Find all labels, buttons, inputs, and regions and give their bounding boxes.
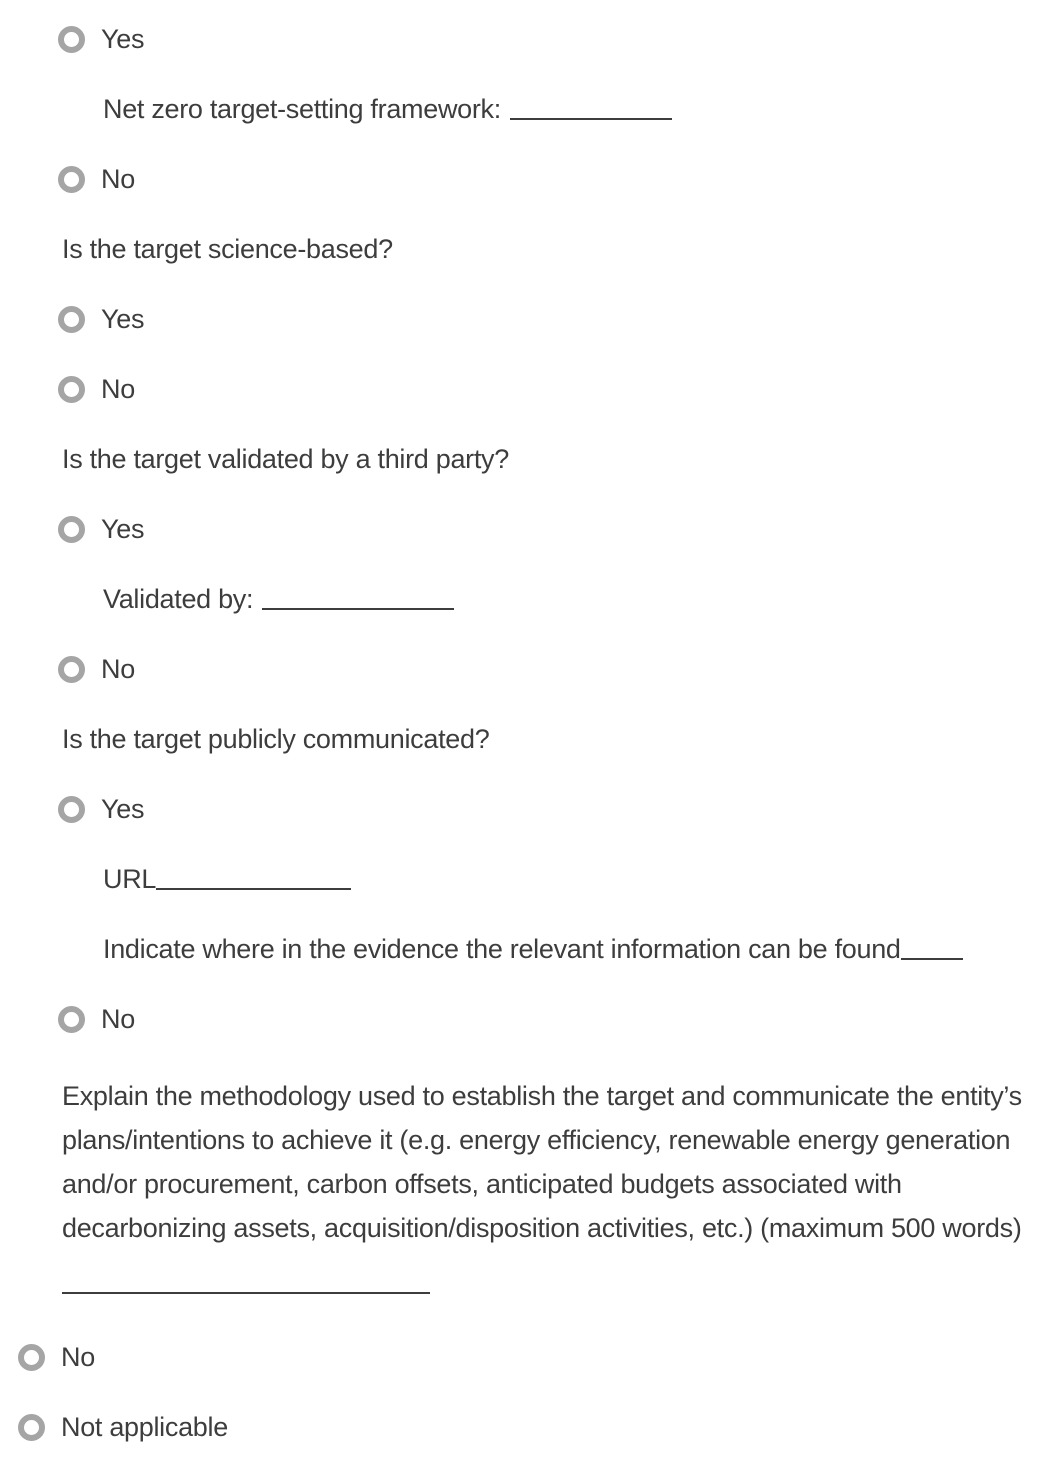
third-party-no-label: No	[101, 654, 135, 684]
validated-by-field-label: Validated by:	[103, 584, 254, 614]
publicly-communicated-yes-radio[interactable]	[58, 796, 85, 823]
methodology-answer-blank[interactable]	[62, 1292, 430, 1294]
methodology-prompt: Explain the methodology used to establish the target and communicate the entity’s plans/intentions to achieve it (e.g. energy efficiency, renewable energy generation and/or procurement, carbon offsets, anticipated budgets associated with decarbonizing assets, acquisition/disposition activities, etc.) (maximum 500 words)	[62, 1081, 1022, 1243]
third-party-yes-radio[interactable]	[58, 516, 85, 543]
publicly-communicated-question	[0, 724, 1062, 755]
science-based-no-radio[interactable]	[58, 376, 85, 403]
third-party-yes-label: Yes	[101, 514, 145, 544]
science-based-yes-radio[interactable]	[58, 306, 85, 333]
net-zero-no-option[interactable]	[0, 164, 1062, 195]
science-based-question	[0, 234, 1062, 265]
third-party-no-radio[interactable]	[58, 656, 85, 683]
net-zero-no-radio[interactable]	[58, 166, 85, 193]
science-based-question-text: Is the target science-based?	[62, 234, 393, 264]
outer-not-applicable-label: Not applicable	[61, 1412, 228, 1442]
science-based-yes-option[interactable]	[0, 304, 1062, 335]
evidence-field-row	[0, 934, 1062, 965]
third-party-question	[0, 444, 1062, 475]
net-zero-no-label: No	[101, 164, 135, 194]
science-based-no-label: No	[101, 374, 135, 404]
publicly-communicated-no-option[interactable]	[0, 1004, 1062, 1035]
net-zero-yes-label: Yes	[101, 24, 145, 54]
outer-not-applicable-radio[interactable]	[18, 1414, 45, 1441]
science-based-no-option[interactable]	[0, 374, 1062, 405]
url-field-row	[0, 864, 1062, 895]
publicly-communicated-no-label: No	[101, 1004, 135, 1034]
publicly-communicated-no-radio[interactable]	[58, 1006, 85, 1033]
framework-field-label: Net zero target-setting framework:	[103, 94, 501, 124]
publicly-communicated-question-text: Is the target publicly communicated?	[62, 724, 490, 754]
validated-by-field-blank[interactable]	[262, 604, 454, 610]
third-party-yes-option[interactable]	[0, 514, 1062, 545]
net-zero-yes-option[interactable]	[0, 24, 1062, 55]
outer-no-label: No	[61, 1342, 95, 1372]
third-party-question-text: Is the target validated by a third party?	[62, 444, 509, 474]
outer-no-radio[interactable]	[18, 1344, 45, 1371]
validated-by-field-row	[0, 584, 1062, 615]
net-zero-yes-radio[interactable]	[58, 26, 85, 53]
framework-field-blank[interactable]	[510, 114, 672, 120]
third-party-no-option[interactable]	[0, 654, 1062, 685]
publicly-communicated-yes-option[interactable]	[0, 794, 1062, 825]
evidence-field-blank[interactable]	[901, 954, 963, 960]
outer-not-applicable-option[interactable]	[0, 1412, 1062, 1443]
evidence-field-label: Indicate where in the evidence the relevant information can be found	[103, 934, 901, 964]
publicly-communicated-yes-label: Yes	[101, 794, 145, 824]
url-field-blank[interactable]	[156, 884, 351, 890]
framework-field-row	[0, 94, 1062, 125]
science-based-yes-label: Yes	[101, 304, 145, 334]
outer-no-option[interactable]	[0, 1342, 1062, 1373]
url-field-label: URL	[103, 864, 157, 894]
